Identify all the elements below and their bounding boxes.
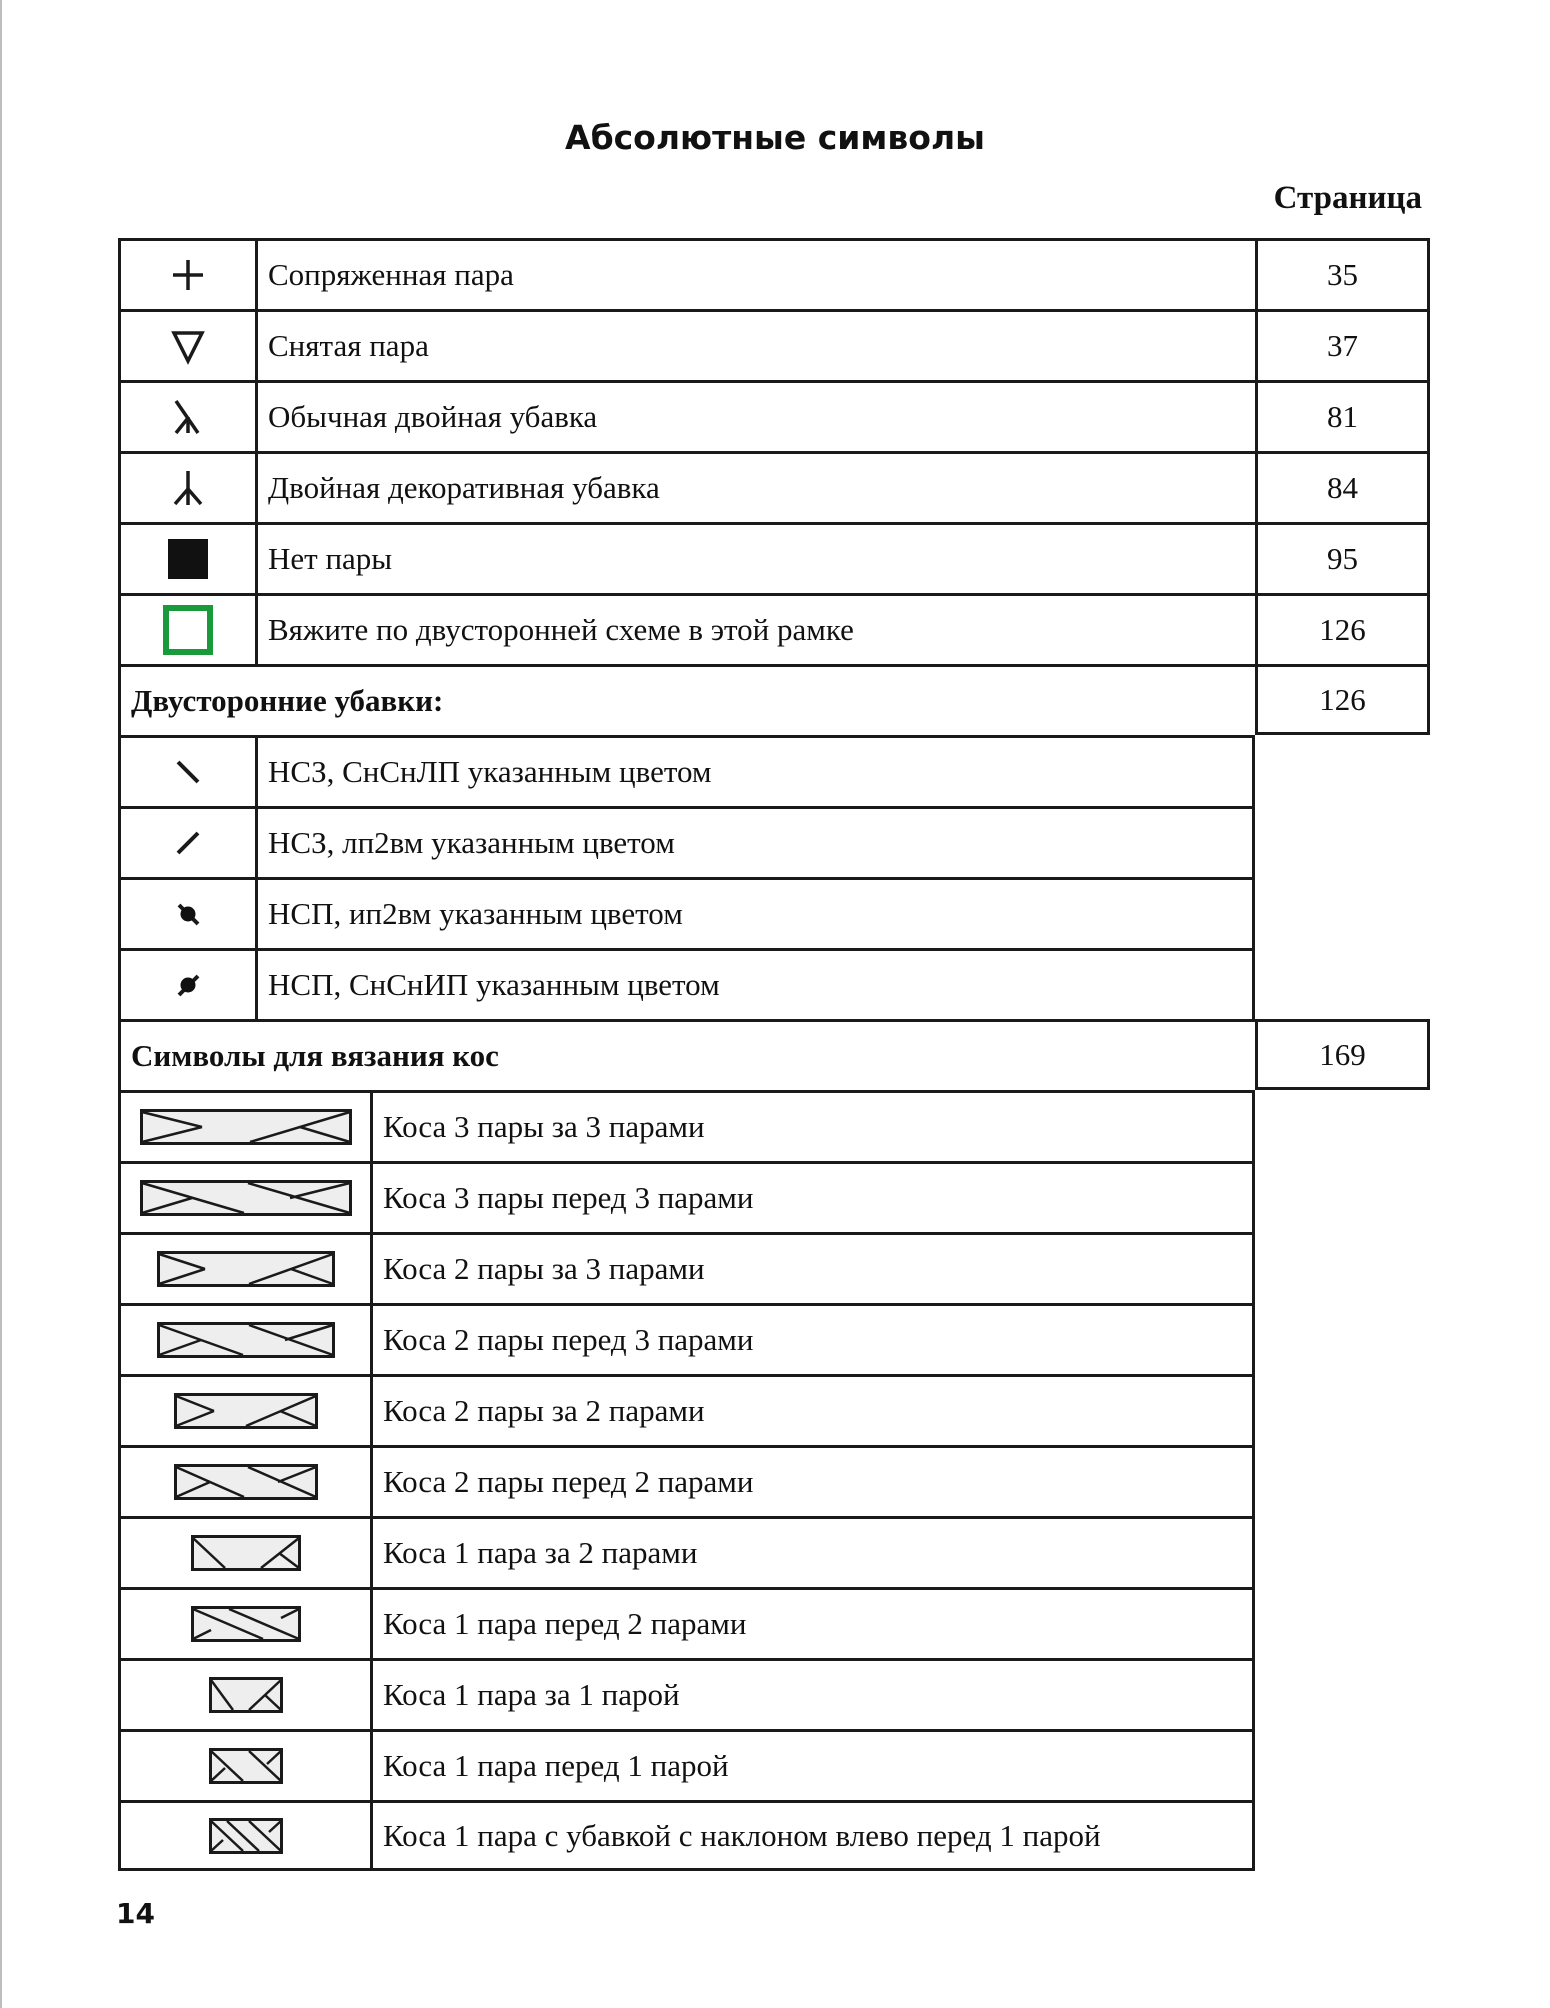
symbol-cell <box>118 1374 370 1445</box>
page-title: Абсолютные символы <box>565 118 985 157</box>
green-frame-icon <box>162 604 214 656</box>
cable-1-2-front-icon <box>191 1606 301 1642</box>
row-label: Коса 3 пары за 3 парами <box>370 1090 1255 1161</box>
dot-slash-right-icon <box>168 965 208 1005</box>
symbol-cell <box>118 380 255 451</box>
symbol-cell <box>118 1516 370 1587</box>
table-row <box>118 380 1430 451</box>
table-row <box>118 948 1430 1019</box>
cable-2-3-front-icon <box>157 1322 335 1358</box>
section-row-double-decreases <box>118 664 1430 735</box>
row-label: Снятая пара <box>255 309 1255 380</box>
table-row <box>118 1161 1430 1232</box>
symbol-cell <box>118 1232 370 1303</box>
table-row <box>118 451 1430 522</box>
table-row <box>118 309 1430 380</box>
table-row <box>118 806 1430 877</box>
cable-2-3-back-icon <box>157 1251 335 1287</box>
symbol-cell <box>118 1161 370 1232</box>
table-row <box>118 1729 1430 1800</box>
section-title: Символы для вязания кос <box>118 1019 1255 1090</box>
symbol-cell <box>118 735 255 806</box>
black-square-icon <box>166 537 210 581</box>
table-row <box>118 877 1430 948</box>
table-row <box>118 1658 1430 1729</box>
symbol-cell <box>118 877 255 948</box>
symbol-cell <box>118 948 255 1019</box>
symbols-table <box>118 238 1430 1871</box>
row-label: Коса 2 пары за 2 парами <box>370 1374 1255 1445</box>
row-page: 95 <box>1255 522 1430 593</box>
row-label: Коса 1 пара перед 2 парами <box>370 1587 1255 1658</box>
row-page: 81 <box>1255 380 1430 451</box>
section-page: 126 <box>1255 664 1430 735</box>
symbol-cell <box>118 806 255 877</box>
symbol-cell <box>118 1445 370 1516</box>
symbol-cell <box>118 1090 370 1161</box>
double-decrease-icon <box>168 397 208 437</box>
row-label: Двойная декоративная убавка <box>255 451 1255 522</box>
row-label: Вяжите по двусторонней схеме в этой рамке <box>255 593 1255 664</box>
row-label: НСП, СнСнИП указанным цветом <box>255 948 1255 1019</box>
symbol-cell <box>118 451 255 522</box>
row-label: Сопряженная пара <box>255 238 1255 309</box>
row-label: Нет пары <box>255 522 1255 593</box>
cable-3-3-front-icon <box>140 1180 352 1216</box>
cable-2-2-front-icon <box>174 1464 318 1500</box>
symbol-cell <box>118 1303 370 1374</box>
row-label: Коса 2 пары перед 2 парами <box>370 1445 1255 1516</box>
cable-1-1-decrease-icon <box>209 1818 283 1854</box>
row-label: Обычная двойная убавка <box>255 380 1255 451</box>
row-page: 37 <box>1255 309 1430 380</box>
symbol-cell <box>118 238 255 309</box>
cable-1-1-front-icon <box>209 1748 283 1784</box>
row-label: Коса 1 пара перед 1 парой <box>370 1729 1255 1800</box>
row-label: Коса 2 пары за 3 парами <box>370 1232 1255 1303</box>
table-row <box>118 1516 1430 1587</box>
symbol-cell <box>118 1800 370 1871</box>
table-row <box>118 1232 1430 1303</box>
row-label: НСП, ип2вм указанным цветом <box>255 877 1255 948</box>
row-label: НСЗ, лп2вм указанным цветом <box>255 806 1255 877</box>
row-label: Коса 3 пары перед 3 парами <box>370 1161 1255 1232</box>
section-title: Двусторонние убавки: <box>118 664 1255 735</box>
table-row <box>118 1587 1430 1658</box>
slash-right-icon <box>168 823 208 863</box>
page-number: 14 <box>116 1897 155 1930</box>
page-column-header: Страница <box>1273 180 1422 216</box>
symbol-cell <box>118 1729 370 1800</box>
table-row <box>118 238 1430 309</box>
symbol-cell <box>118 1587 370 1658</box>
dot-slash-left-icon <box>168 894 208 934</box>
symbol-cell <box>118 1658 370 1729</box>
table-row <box>118 593 1430 664</box>
triangle-down-icon <box>168 326 208 366</box>
row-label: НСЗ, СнСнЛП указанным цветом <box>255 735 1255 806</box>
plus-icon <box>168 255 208 295</box>
row-label: Коса 1 пара за 2 парами <box>370 1516 1255 1587</box>
table-row <box>118 1445 1430 1516</box>
table-row <box>118 1303 1430 1374</box>
page-edge <box>0 0 2 2008</box>
section-row-cables <box>118 1019 1430 1090</box>
decorative-double-decrease-icon <box>168 468 208 508</box>
cable-3-3-back-icon <box>140 1109 352 1145</box>
row-label: Коса 1 пара с убавкой с наклоном влево перед 1 парой <box>370 1800 1255 1871</box>
table-row <box>118 522 1430 593</box>
row-page: 126 <box>1255 593 1430 664</box>
row-label: Коса 1 пара за 1 парой <box>370 1658 1255 1729</box>
row-label: Коса 2 пары перед 3 парами <box>370 1303 1255 1374</box>
section-page: 169 <box>1255 1019 1430 1090</box>
symbol-cell <box>118 309 255 380</box>
cable-1-2-back-icon <box>191 1535 301 1571</box>
row-page: 35 <box>1255 238 1430 309</box>
table-row <box>118 1374 1430 1445</box>
symbol-cell <box>118 593 255 664</box>
symbol-cell <box>118 522 255 593</box>
cable-1-1-back-icon <box>209 1677 283 1713</box>
table-row <box>118 1090 1430 1161</box>
cable-2-2-back-icon <box>174 1393 318 1429</box>
slash-left-icon <box>168 752 208 792</box>
table-row <box>118 735 1430 806</box>
table-row <box>118 1800 1430 1871</box>
row-page: 84 <box>1255 451 1430 522</box>
